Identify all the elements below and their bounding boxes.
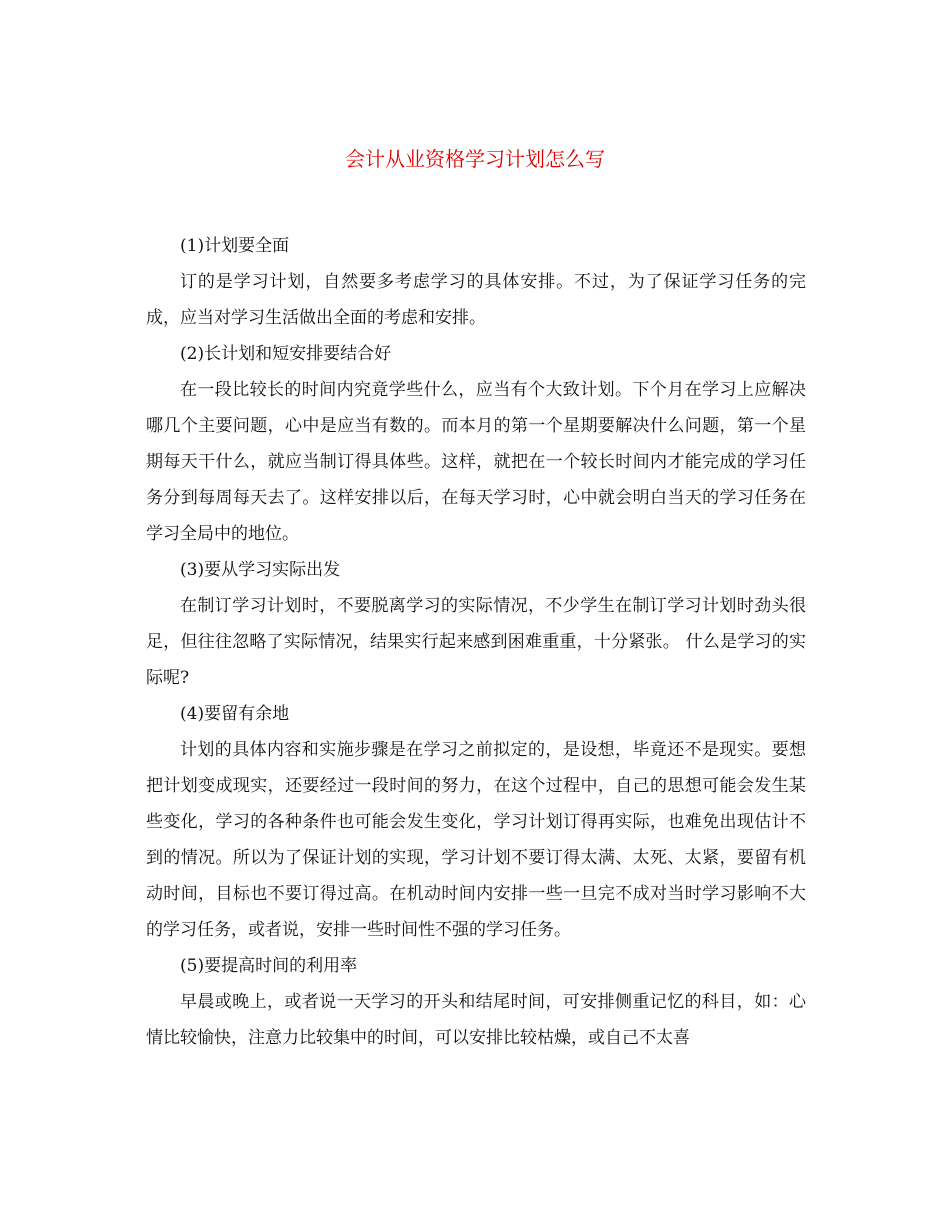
paragraph-2: 在一段比较长的时间内究竟学些什么，应当有个大致计划。下个月在学习上应解决哪几个主要问题，心中是应当有数的。而本月的第一个星期要解决什么问题，第一个星期每天干什么，就应当制订得具体些。这样，就把在一个较长时间内才能完成的学习任务分到每周每天去了。这样安排以后，在每天学习时，心中就会明白当天的学习任务在学习全局中的地位。 [146,380,806,544]
heading-5: (5)要提高时间的利用率 [180,956,358,976]
heading-2: (2)长计划和短安排要结合好 [180,344,392,364]
heading-3: (3)要从学习实际出发 [180,560,341,580]
heading-4: (4)要留有余地 [180,704,290,724]
document-body [146,228,806,1056]
paragraph-1: 订的是学习计划，自然要多考虑学习的具体安排。不过，为了保证学习任务的完成，应当对学习生活做出全面的考虑和安排。 [146,272,806,328]
document-title: 会计从业资格学习计划怎么写 [345,147,605,171]
paragraph-3: 在制订学习计划时，不要脱离学习的实际情况，不少学生在制订学习计划时劲头很足，但往往忽略了实际情况，结果实行起来感到困难重重，十分紧张。 什么是学习的实际呢? [146,596,806,688]
paragraph-5: 早晨或晚上，或者说一天学习的开头和结尾时间，可安排侧重记忆的科目，如：心情比较愉快，注意力比较集中的时间，可以安排比较枯燥，或自己不太喜 [146,992,806,1048]
paragraph-4: 计划的具体内容和实施步骤是在学习之前拟定的，是设想，毕竟还不是现实。要想把计划变成现实，还要经过一段时间的努力，在这个过程中，自己的思想可能会发生某些变化，学习的各种条件也可能会发生变化，学习计划订得再实际，也难免出现估计不到的情况。所以为了保证计划的实现，学习计划不要订得太满、太死、太紧，要留有机动时间，目标也不要订得过高。在机动时间内安排一些一旦完不成对当时学习影响不大的学习任务，或者说，安排一些时间性不强的学习任务。 [146,740,806,940]
heading-1: (1)计划要全面 [180,236,290,256]
